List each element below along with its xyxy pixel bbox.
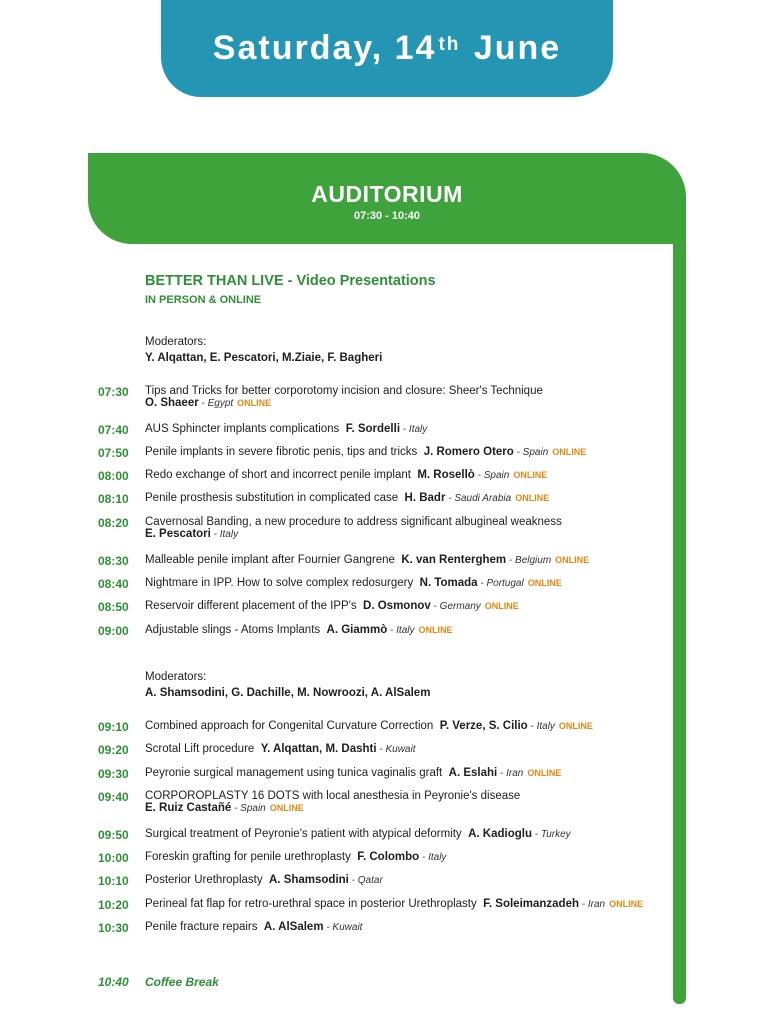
talk-time: 09:50 [98,828,129,842]
online-badge: ONLINE [552,447,587,457]
talk-title: Perineal fat flap for retro-urethral space in posterior Urethroplasty [145,898,477,910]
talk-time: 09:20 [98,743,129,757]
moderators-names: Y. Alqattan, E. Pescatori, M.Ziaie, F. Bagheri [145,352,383,364]
talk-country: - Iran [497,768,524,779]
talk-speaker: D. Osmonov [363,600,431,612]
talk-speaker: A. Giammò [326,624,388,636]
room-title: AUDITORIUM [311,181,463,207]
moderators-names: A. Shamsodini, G. Dachille, M. Nowroozi, A. AlSalem [145,687,431,699]
talk-country: - Italy [387,625,415,636]
moderators-label: Moderators: [145,671,207,683]
talk-entry [145,720,593,732]
talk-time: 08:40 [98,577,129,591]
talk-title: AUS Sphincter implants complications [145,423,340,435]
talk-country: - Kuwait [323,922,363,933]
break-time: 10:40 [98,975,129,989]
day-prefix: Saturday, 14 [212,29,437,67]
talk-title: Tips and Tricks for better corporotomy incision and closure: Sheer's Technique [145,385,543,397]
talk-country: - Egypt [198,398,234,409]
talk-speaker: F. Sordelli [345,423,401,435]
talk-speaker: F. Soleimanzadeh [483,898,579,910]
talk-title: Posterior Urethroplasty [145,874,263,886]
talk-title: Redo exchange of short and incorrect penile implant [145,469,411,481]
talk-title: Penile implants in severe fibrotic penis, tips and tricks [145,446,418,458]
talk-entry [145,385,543,409]
online-badge: ONLINE [527,578,562,588]
online-badge: ONLINE [555,555,590,565]
talk-speaker: A. Shamsodini [269,874,349,886]
talk-country: - Spain [474,470,510,481]
talk-time: 08:10 [98,492,129,506]
talk-time: 10:10 [98,874,129,888]
talk-time: 08:50 [98,600,129,614]
talk-speaker: A. AlSalem [263,921,324,933]
talk-entry [145,874,383,886]
moderators-label: Moderators: [145,336,207,348]
talk-country: - Italy [527,721,555,732]
day-banner [161,0,613,97]
talk-title: Penile prosthesis substitution in complicated case [145,492,399,504]
talk-country: - Belgium [506,555,552,566]
talk-entry [145,790,520,814]
talk-entry [145,446,586,458]
talk-time: 07:40 [98,423,129,437]
online-badge: ONLINE [269,803,304,813]
talk-speaker: A. Eslahi [448,767,498,779]
talk-title: CORPOROPLASTY 16 DOTS with local anesthesia in Peyronie's disease [145,790,521,802]
talk-entry [145,516,562,540]
talk-time: 07:50 [98,446,129,460]
talk-speaker: N. Tomada [419,577,478,589]
talk-time: 08:20 [98,516,129,530]
talk-time: 09:10 [98,720,129,734]
online-badge: ONLINE [609,899,644,909]
online-badge: ONLINE [527,768,562,778]
talk-entry [145,624,453,636]
talk-entry [145,921,362,933]
talk-time: 10:20 [98,898,129,912]
talk-speaker: H. Badr [404,492,446,504]
talk-country: - Portugal [477,578,524,589]
talk-time: 10:00 [98,851,129,865]
day-suffix: th [438,33,461,55]
talk-entry [145,828,571,840]
talk-country: - Italy [210,529,239,540]
talk-title: Scrotal Lift procedure [145,743,255,755]
talk-entry [145,577,562,589]
talk-entry [145,492,549,504]
talk-country: - Qatar [348,875,383,886]
talk-title: Penile fracture repairs [145,921,258,933]
talk-speaker: Y. Alqattan, M. Dashti [260,743,377,755]
talk-speaker: E. Pescatori [145,528,211,540]
talk-time: 09:40 [98,790,129,804]
talk-entry [145,600,519,612]
talk-country: - Saudi Arabia [445,493,512,504]
talk-country: - Spain [231,803,266,814]
talk-entry [145,743,415,755]
talk-title: Malleable penile implant after Fournier Gangrene [145,554,395,566]
talk-speaker: M. Rosellò [417,469,475,481]
online-badge: ONLINE [558,721,593,731]
talk-title: Cavernosal Banding, a new procedure to address significant albugineal weakness [145,516,562,528]
talk-title: Surgical treatment of Peyronie's patient with atypical deformity [145,828,462,840]
talk-entry [145,898,643,910]
talk-speaker: O. Shaeer [145,397,199,409]
talk-entry [145,423,427,435]
room-time: 07:30 - 10:40 [353,210,421,222]
online-badge: ONLINE [513,470,548,480]
talk-title: Peyronie surgical management using tunica vaginalis graft [145,767,443,779]
online-badge: ONLINE [484,601,519,611]
talk-speaker: A. Kadioglu [468,828,532,840]
talk-speaker: J. Romero Otero [423,446,514,458]
online-badge: ONLINE [237,398,272,408]
talk-country: - Spain [513,447,549,458]
talk-time: 07:30 [98,385,129,399]
talk-title: Foreskin grafting for penile urethroplasty [145,851,351,863]
talk-time: 08:00 [98,469,129,483]
talk-speaker: E. Ruiz Castañé [145,802,232,814]
talk-entry [145,851,446,863]
talk-speaker: K. van Renterghem [401,554,507,566]
talk-time: 09:00 [98,624,129,638]
session-title: BETTER THAN LIVE - Video Presentations [145,273,436,289]
talk-speaker: P. Verze, S. Cilio [439,720,528,732]
talk-country: - Germany [430,601,481,612]
online-badge: ONLINE [418,625,453,635]
talk-entry [145,469,547,481]
talk-entry [145,767,561,779]
talk-country: - Kuwait [376,744,416,755]
talk-country: - Iran [579,899,606,910]
talk-country: - Italy [400,424,428,435]
talk-title: Adjustable slings - Atoms Implants [145,624,321,636]
talk-title: Combined approach for Congenital Curvature Correction [145,720,434,732]
online-badge: ONLINE [515,493,550,503]
side-accent-bar [673,200,686,1004]
talk-speaker: F. Colombo [357,851,420,863]
talk-time: 10:30 [98,921,129,935]
room-header [88,153,686,244]
talk-title: Nightmare in IPP. How to solve complex redosurgery [145,577,414,589]
break-label: Coffee Break [145,975,219,989]
day-month: June [473,29,562,67]
talk-country: - Italy [419,852,447,863]
talk-country: - Turkey [531,829,571,840]
talk-entry [145,554,589,566]
talk-title: Reservoir different placement of the IPP's [145,600,357,612]
talk-time: 08:30 [98,554,129,568]
talk-time: 09:30 [98,767,129,781]
session-subtitle: IN PERSON & ONLINE [145,294,262,306]
